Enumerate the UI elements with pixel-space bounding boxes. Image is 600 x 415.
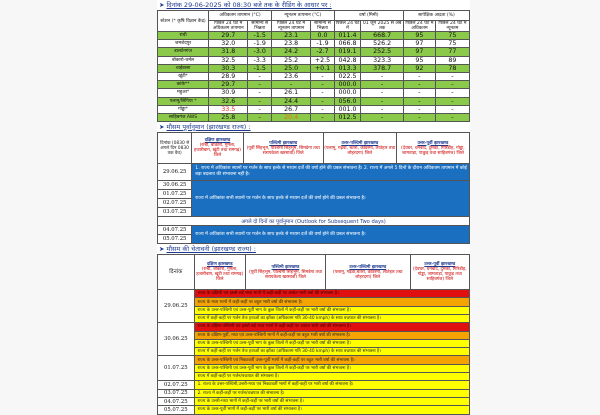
station-row — [158, 113, 470, 121]
forecast-table — [157, 132, 470, 244]
cell-min-dep: - — [311, 89, 334, 97]
outlook-label: अगले दो दिनों का पूर्वानुमान (Outlook for Subsequent Two days) — [158, 217, 470, 226]
warning-row — [158, 339, 470, 347]
region-name: उत्तर-पूर्वी झारखण्ड — [417, 140, 449, 146]
cell-rh-min: - — [435, 113, 469, 121]
cell-min: 23.1 — [271, 32, 310, 40]
cell-rh-min: - — [435, 97, 469, 105]
cell-min-dep: 0.0 — [311, 32, 334, 40]
cell-rh-min: 75 — [435, 32, 469, 40]
forecast-date: 30.06.25 — [158, 181, 192, 190]
warning-red-message: राज्य के दक्षिण-पश्चिमी एवं इससे सटे मध्य भागों में कहीं-कहीं पर अत्यंत भारी वर्षा की संभावना है। — [194, 323, 469, 331]
cell-rain24: 042.8 — [334, 56, 361, 64]
station-row — [158, 48, 470, 56]
cell-max-dep: -3.0 — [248, 48, 271, 56]
cell-rain-total: - — [361, 97, 404, 105]
region-header — [325, 255, 410, 290]
cell-station: चाईबासा — [158, 64, 209, 72]
cell-max-dep: - — [248, 105, 271, 113]
cell-min: 23.6 — [271, 72, 310, 80]
cell-rain-total: 323.3 — [361, 56, 404, 64]
warning-date: 30.06.25 — [158, 323, 195, 356]
cell-min: 24.2 — [271, 48, 310, 56]
cell-rh-max: - — [403, 105, 435, 113]
warning-yellow-message: राज्य में कहीं-कहीं पर गर्जन तेज हवाओं का झोंका (अधिकतम गति 30-40 kmph) के साथ वज्रपात की संभावना है। — [194, 348, 469, 356]
cell-max-dep: - — [248, 72, 271, 80]
cell-max: 32.5 — [209, 56, 248, 64]
station-row — [158, 105, 470, 113]
region-header — [243, 133, 323, 164]
cell-rh-max: 95 — [403, 32, 435, 40]
forecast-date-header: दिनांक (0830 से अगले दिन 0830 तक वैध) — [158, 133, 192, 164]
warning-yellow-message: राज्य के उत्तर-पूर्वी भागों में कहीं-कहीं पर भारी वर्षा की संभावना है। — [194, 406, 469, 414]
station-row — [158, 56, 470, 64]
warning-date: 02.07.25 — [158, 381, 195, 389]
warning-orange-message: राज्य के मध्य भागों में कहीं-कहीं पर बहुत भारी वर्षा की संभावना है। — [194, 298, 469, 306]
cell-rain-total: 252.5 — [361, 48, 404, 56]
region-districts: (देवघर, धनबाद, दुमका, गिरिडीह, गोड्डा, जामताड़ा, पाकुड़ तथा साहिबगंज) जिले — [412, 267, 467, 283]
cell-max-dep: -1.9 — [248, 40, 271, 48]
cell-max-dep: - — [248, 113, 271, 121]
forecast-date: 03.07.25 — [158, 208, 192, 217]
cell-rain-total: 526.2 — [361, 40, 404, 48]
warning-row — [158, 389, 470, 397]
cell-rain24: 022.5 — [334, 72, 361, 80]
region-districts: (रांची, बोकारो, गुमला, हजारीबाग, खूंटी तथा रामगढ़) जिले — [196, 267, 244, 283]
warning-table — [157, 254, 470, 414]
cell-max: 32.0 — [209, 40, 248, 48]
forecast-text: राज्य में अधिकांश सभी स्थानों पर गर्जन के साथ हल्के से मध्यम दर्जे की वर्षा होने की प्रबल संभावना है। — [192, 181, 470, 217]
rain-24h-header: पिछले 24 घंटे में — [335, 21, 360, 31]
cell-station: डालटेनगंज — [158, 48, 209, 56]
rh-min-header: पिछले 24 घंटे में न्यूनतम — [435, 21, 469, 32]
region-name: उत्तर-पश्चिमी झारखण्ड — [341, 140, 379, 146]
warning-yellow-message: राज्य के उत्तर-पश्चिमी एवं उत्तर-पूर्वी भाग के कुछ जिलों में कहीं-कहीं पर भारी वर्षा की संभावना है। — [194, 306, 469, 314]
max-departure-header: सामान्य से भिन्नता — [248, 21, 271, 32]
warning-row — [158, 323, 470, 331]
warning-row — [158, 397, 470, 405]
forecast-date: 01.07.25 — [158, 190, 192, 199]
region-header — [410, 255, 469, 290]
cell-rh-max: 97 — [403, 48, 435, 56]
warning-yellow-message: राज्य के उत्तर-पश्चिमी एवं उत्तर-पूर्वी भाग के कुछ जिलों में कहीं-कहीं पर भारी वर्षा की संभावना है। — [194, 339, 469, 347]
cell-max: 33.5 — [209, 105, 248, 113]
region-header — [245, 255, 325, 290]
cell-rain24: 000.0 — [334, 89, 361, 97]
observation-heading: ➤ दिनांक 29-06-2025 को 08:30 बजे तक के रीडिंग के आधार पर : — [159, 1, 332, 9]
cell-min: 26.1 — [271, 89, 310, 97]
cell-max: 30.9 — [209, 89, 248, 97]
warning-yellow-message: राज्य में कहीं-कहीं पर गर्जन/वज्रपात की संभावना है। — [194, 373, 469, 381]
cell-station: खूंटी* — [158, 72, 209, 80]
warning-row — [158, 331, 470, 339]
cell-min: 25.0 — [271, 64, 310, 72]
warning-date: 04.07.25 — [158, 397, 195, 405]
cell-rain24: 019.1 — [334, 48, 361, 56]
cell-rain24: 011.4 — [334, 32, 361, 40]
region-districts: (देवघर, धनबाद, दुमका, गिरिडीह, गोड्डा, जामताड़ा, पाकुड़ तथा साहिबगंज) जिले — [401, 145, 465, 156]
humidity-group-header: सापेक्षिक आद्रता (%) — [403, 11, 469, 21]
cell-rh-max: 92 — [403, 64, 435, 72]
warning-yellow-message: 1. राज्य के उत्तर-पश्चिमी,उत्तरी-मध्य एवं निकटवर्ती भागों में कहीं-कहीं पर भारी वर्षा की संभावना है। — [194, 381, 469, 389]
cell-min-dep: - — [311, 81, 334, 89]
cell-rain-total: - — [361, 105, 404, 113]
warning-yellow-message: राज्य के उत्तर-पश्चिमी एवं उत्तर-पूर्वी भाग के कुछ जिलों में कहीं-कहीं पर भारी वर्षा की संभावना है। — [194, 364, 469, 372]
cell-max-dep: - — [248, 89, 271, 97]
cell-rh-min: - — [435, 105, 469, 113]
station-row — [158, 64, 470, 72]
cell-station: बोकारो-थर्मल — [158, 56, 209, 64]
cell-station: पलामू/सिंगिया * — [158, 97, 209, 105]
min-temp-group-header: न्यूनतम तापमान (°C) — [271, 11, 334, 21]
warning-yellow-message: राज्य में कहीं-कहीं पर गर्जन तेज हवाओं का झोंका (अधिकतम गति 30-40 kmph) के साथ वज्रपात की संभावना है। — [194, 314, 469, 322]
cell-rain-total: - — [361, 81, 404, 89]
station-row — [158, 97, 470, 105]
cell-min-dep: - — [311, 113, 334, 121]
region-name: उत्तर-पश्चिमी झारखण्ड — [349, 264, 387, 270]
cell-rh-max: - — [403, 113, 435, 121]
warning-date: 05.07.25 — [158, 406, 195, 414]
cell-min-dep: +2.5 — [311, 56, 334, 64]
warning-red-message: राज्य के दक्षिणी एवं इससे सटे मध्य भागों में कहीं-कहीं पर अत्यंत भारी वर्षा की संभावना है। — [194, 290, 469, 298]
rain-group-header: वर्षा (मिमी) — [334, 11, 403, 21]
cell-rain24: 066.8 — [334, 40, 361, 48]
cell-rain24: 012.5 — [334, 113, 361, 121]
cell-rh-max: - — [403, 97, 435, 105]
cell-rain24: 013.3 — [334, 64, 361, 72]
cell-min: 26.7 — [271, 105, 310, 113]
cell-rh-max: - — [403, 72, 435, 80]
station-row — [158, 81, 470, 89]
cell-min-dep: -2.7 — [311, 48, 334, 56]
cell-station: गोड्डा* — [158, 105, 209, 113]
warning-row — [158, 373, 470, 381]
cell-min: 24.4 — [271, 97, 310, 105]
region-header — [192, 133, 243, 164]
region-header — [323, 133, 396, 164]
forecast-text: राज्य में अधिकांश सभी स्थानों पर गर्जन के साथ हल्के से मध्यम दर्जे की वर्षा होने की प्रबल संभावना है। — [192, 226, 470, 244]
station-row — [158, 40, 470, 48]
region-name: पश्चिमी झारखण्ड — [271, 264, 300, 270]
cell-rh-max: - — [403, 89, 435, 97]
cell-min: 25.2 — [271, 56, 310, 64]
cell-rh-min: 77 — [435, 48, 469, 56]
cell-station: महुआ* — [158, 89, 209, 97]
cell-min-dep: - — [311, 97, 334, 105]
cell-max-dep: -3.3 — [248, 56, 271, 64]
region-districts: (रांची, बोकारो, गुमला, हजारीबाग, खूंटी तथा रामगढ़) जिले — [194, 143, 241, 159]
forecast-date: 29.06.25 — [158, 164, 192, 181]
cell-rh-max: 95 — [403, 56, 435, 64]
cell-rain-total: - — [361, 113, 404, 121]
warning-row — [158, 306, 470, 314]
arrow-bullet-icon: ➤ — [159, 1, 165, 9]
bulletin-page — [157, 0, 470, 413]
cell-max-dep: - — [248, 81, 271, 89]
rain-season-header: 01 जून 2025 से अब तक — [361, 21, 404, 32]
region-name: दक्षिण झारखण्ड — [206, 262, 233, 268]
cell-min: 20.4 — [271, 113, 310, 121]
cell-min: 23.8 — [271, 40, 310, 48]
warning-row — [158, 314, 470, 322]
observation-table — [157, 10, 470, 122]
forecast-heading: ➤ मौसम पूर्वानुमान (झारखण्ड राज्य) : — [159, 123, 251, 132]
region-header — [194, 255, 245, 290]
cell-max: 31.8 — [209, 48, 248, 56]
forecast-text: 1. राज्य में अधिकांश स्थानों पर गर्जन के साथ हल्के से मध्यम दर्जे की वर्षा होने की प्रबल संभावना है। 2. राज्य में अगले 5 दिनों के दौरान अधिकतम तापमान में कोई बड़ा बदलाव की संभावना नहीं है। — [192, 164, 470, 181]
region-districts: (पलामू, गढ़वा,चतरा, कोडरमा, लातेहार तथा लोहरदगा) जिले — [332, 269, 403, 280]
outlook-row — [158, 217, 470, 226]
cell-max: 25.8 — [209, 113, 248, 121]
cell-rain-total: - — [361, 72, 404, 80]
forecast-row — [158, 181, 470, 190]
station-row — [158, 72, 470, 80]
cell-rh-min: - — [435, 89, 469, 97]
cell-rh-max: - — [403, 81, 435, 89]
warning-yellow-message: राज्य के उत्तरी-मध्य भागों में कहीं-कहीं पर भारी वर्षा की संभावना है। — [194, 397, 469, 405]
warning-row — [158, 356, 470, 364]
min-temp-header: पिछले 24 घंटे में न्यूनतम तापमान — [271, 21, 310, 32]
cell-max: 30.3 — [209, 64, 248, 72]
cell-rain24: 001.0 — [334, 105, 361, 113]
cell-max-dep: -1.5 — [248, 64, 271, 72]
warning-date: 29.06.25 — [158, 290, 195, 323]
max-temp-group-header: अधिकतम तापमान (°C) — [209, 11, 272, 21]
forecast-row — [158, 164, 470, 181]
forecast-row — [158, 226, 470, 235]
cell-rh-max: 97 — [403, 40, 435, 48]
cell-station: कांके** — [158, 81, 209, 89]
cell-max-dep: - — [248, 97, 271, 105]
warning-row — [158, 348, 470, 356]
warning-orange-message: राज्य के दक्षिण-पूर्वी, मध्य एवं उत्तर-पश्चिमी भागों में कहीं-कहीं पर बहुत भारी वर्षा की संभावना है। — [194, 331, 469, 339]
cell-rh-min: 89 — [435, 56, 469, 64]
cell-station: साहिबगंज AWS — [158, 113, 209, 121]
cell-rain-total: 378.7 — [361, 64, 404, 72]
region-name: उत्तर-पूर्वी झारखण्ड — [424, 262, 456, 268]
rh-max-header: पिछले 24 घंटे में अधिकतम — [405, 21, 434, 31]
warning-row — [158, 364, 470, 372]
warning-yellow-message: 2. राज्य में कहीं-कहीं पर गर्जन/वज्रपात की संभावना है। — [194, 389, 469, 397]
cell-max: 29.7 — [209, 81, 248, 89]
region-name: दक्षिण झारखण्ड — [204, 138, 231, 144]
cell-rain-total: 668.7 — [361, 32, 404, 40]
warning-heading: ➤ मौसम की चेतावनी (झारखण्ड राज्य) : — [159, 245, 256, 254]
cell-max: 29.7 — [209, 32, 248, 40]
cell-rh-min: - — [435, 72, 469, 80]
cell-rain24: 056.0 — [334, 97, 361, 105]
forecast-date: 04.07.25 — [158, 226, 192, 235]
cell-min: - — [271, 81, 310, 89]
forecast-date: 02.07.25 — [158, 199, 192, 208]
warning-date: 03.07.25 — [158, 389, 195, 397]
cell-rh-min: - — [435, 81, 469, 89]
warning-row — [158, 290, 470, 298]
min-departure-header: सामान्य से भिन्नता — [311, 21, 334, 32]
cell-max: 28.9 — [209, 72, 248, 80]
cell-min-dep: - — [311, 72, 334, 80]
region-districts: (पलामू, गढ़वा, चतरा, कोडरमा, लातेहार तथा लोहरदगा) जिले — [324, 145, 396, 156]
cell-max-dep: -1.5 — [248, 32, 271, 40]
station-row — [158, 89, 470, 97]
region-name: पश्चिमी झारखण्ड — [269, 140, 298, 146]
warning-row — [158, 381, 470, 389]
cell-min-dep: - — [311, 105, 334, 113]
arrow-bullet-icon: ➤ — [159, 123, 165, 132]
station-header: स्टेशन (* कृषि विज्ञान केंद्र) — [158, 11, 209, 32]
arrow-bullet-icon: ➤ — [159, 245, 165, 254]
warning-date: 01.07.25 — [158, 356, 195, 381]
cell-rh-min: 75 — [435, 40, 469, 48]
cell-rain24: 000.0 — [334, 81, 361, 89]
warning-orange-message: राज्य के उत्तर-पश्चिमी एवं निकटवर्ती उत्तर-पूर्वी भागों में कहीं-कहीं पर बहुत भारी वर्षा की संभावना है। — [194, 356, 469, 364]
cell-min-dep: -1.9 — [311, 40, 334, 48]
warning-row — [158, 298, 470, 306]
region-districts: (पूर्वी सिंहभूम, पश्चिमी सिंहभूम, सिमडेगा तथा सरायकेला खरसावाँ) जिले — [246, 145, 320, 156]
region-districts: (पूर्वी सिंहभूम, पश्चिमी सिंहभूम, सिमडेगा तथा सरायकेला खरसावाँ) जिले — [248, 269, 322, 280]
forecast-date: 05.07.25 — [158, 235, 192, 244]
cell-min-dep: +0.1 — [311, 64, 334, 72]
cell-max: 32.6 — [209, 97, 248, 105]
station-row — [158, 32, 470, 40]
warning-date-header: दिनांक — [158, 255, 195, 290]
cell-rain-total: - — [361, 89, 404, 97]
warning-row — [158, 406, 470, 414]
cell-station: रांची — [158, 32, 209, 40]
cell-rh-min: 78 — [435, 64, 469, 72]
max-temp-header: पिछले 24 घंटे में अधिकतम तापमान — [209, 21, 248, 32]
cell-station: जमशेदपुर — [158, 40, 209, 48]
region-header — [396, 133, 469, 164]
